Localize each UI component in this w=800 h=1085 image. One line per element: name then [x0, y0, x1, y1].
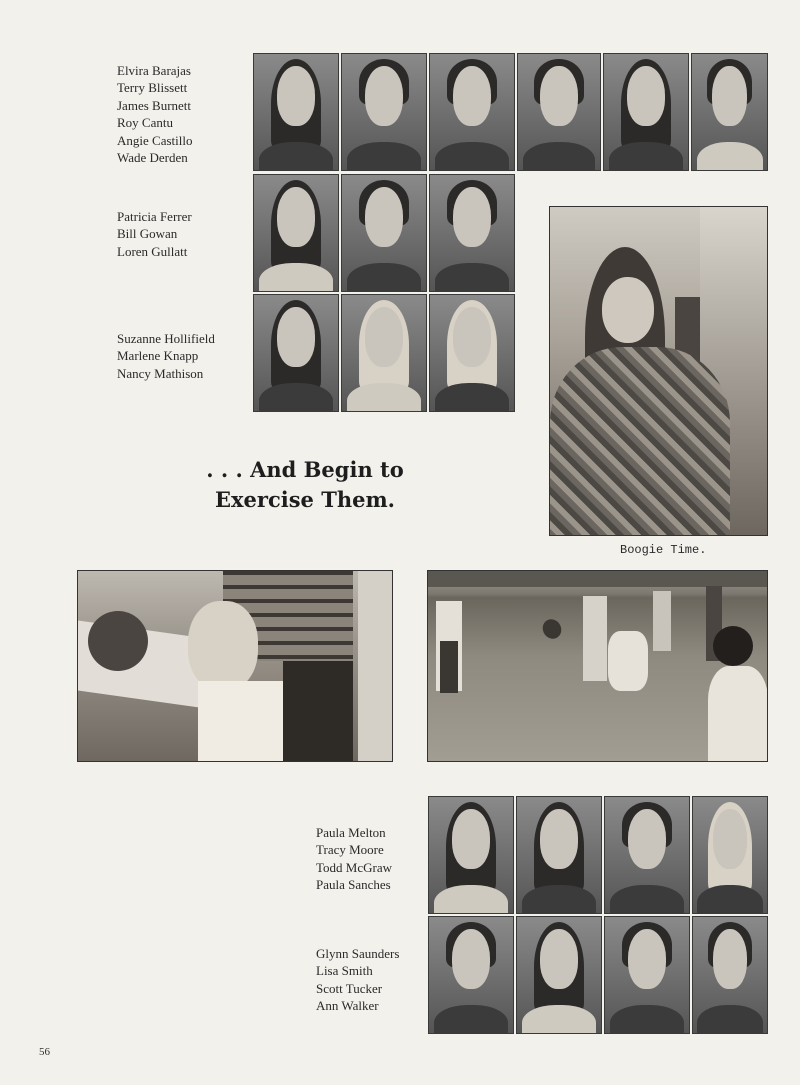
- name-list-group-2: [117, 208, 192, 260]
- student-name: Marlene Knapp: [117, 348, 199, 364]
- portrait-photo: [691, 53, 768, 171]
- student-name: Elvira Barajas: [117, 63, 191, 78]
- headline-line-2: Exercise Them.: [215, 487, 395, 512]
- student-name: Todd McGraw: [316, 859, 392, 875]
- candid-photo-girl-at-desk: [549, 206, 768, 536]
- student-name: Nancy Mathison: [117, 365, 204, 381]
- student-name: Tracy Moore: [316, 842, 384, 858]
- portrait-photo: [516, 916, 602, 1034]
- student-name: James Burnett: [117, 97, 192, 113]
- portrait-photo: [341, 53, 427, 171]
- student-name: Paula Sanches: [316, 877, 391, 893]
- portrait-photo: [516, 796, 602, 914]
- student-name: Terry Blissett: [117, 80, 188, 96]
- portrait-photo: [429, 294, 515, 412]
- student-name: Angie Castillo: [117, 132, 193, 148]
- student-name: Patricia Ferrer: [117, 209, 192, 224]
- student-name: Paula Melton: [316, 825, 386, 840]
- portrait-photo: [253, 294, 339, 412]
- page-number: 56: [39, 1046, 50, 1058]
- page-headline: [150, 455, 460, 515]
- photo-caption: Boogie Time.: [620, 543, 707, 557]
- portrait-photo: [692, 796, 768, 914]
- portrait-photo: [253, 53, 339, 171]
- student-name: Loren Gullatt: [117, 243, 188, 259]
- student-name: Scott Tucker: [316, 980, 383, 996]
- name-list-group-1: [117, 62, 192, 166]
- portrait-photo: [341, 294, 427, 412]
- student-name: Roy Cantu: [117, 115, 173, 131]
- name-list-group-3: [117, 330, 215, 382]
- name-list-group-4: [316, 824, 392, 894]
- portrait-photo: [604, 916, 690, 1034]
- headline-line-1: . . . And Begin to: [206, 457, 404, 482]
- student-name: Glynn Saunders: [316, 946, 400, 961]
- portrait-photo: [428, 796, 514, 914]
- candid-photo-football-game: [427, 570, 768, 762]
- portrait-photo: [692, 916, 768, 1034]
- portrait-photo: [429, 53, 515, 171]
- portrait-photo: [517, 53, 601, 171]
- student-name: Bill Gowan: [117, 226, 178, 242]
- student-name: Ann Walker: [316, 998, 379, 1014]
- portrait-photo: [253, 174, 339, 292]
- candid-photo-classroom: [77, 570, 393, 762]
- student-name: Wade Derden: [117, 150, 188, 166]
- name-list-group-5: [316, 945, 399, 1015]
- student-name: Lisa Smith: [316, 963, 373, 979]
- portrait-photo: [603, 53, 689, 171]
- student-name: Suzanne Hollifield: [117, 331, 215, 346]
- portrait-photo: [428, 916, 514, 1034]
- portrait-photo: [341, 174, 427, 292]
- portrait-photo: [429, 174, 515, 292]
- portrait-photo: [604, 796, 690, 914]
